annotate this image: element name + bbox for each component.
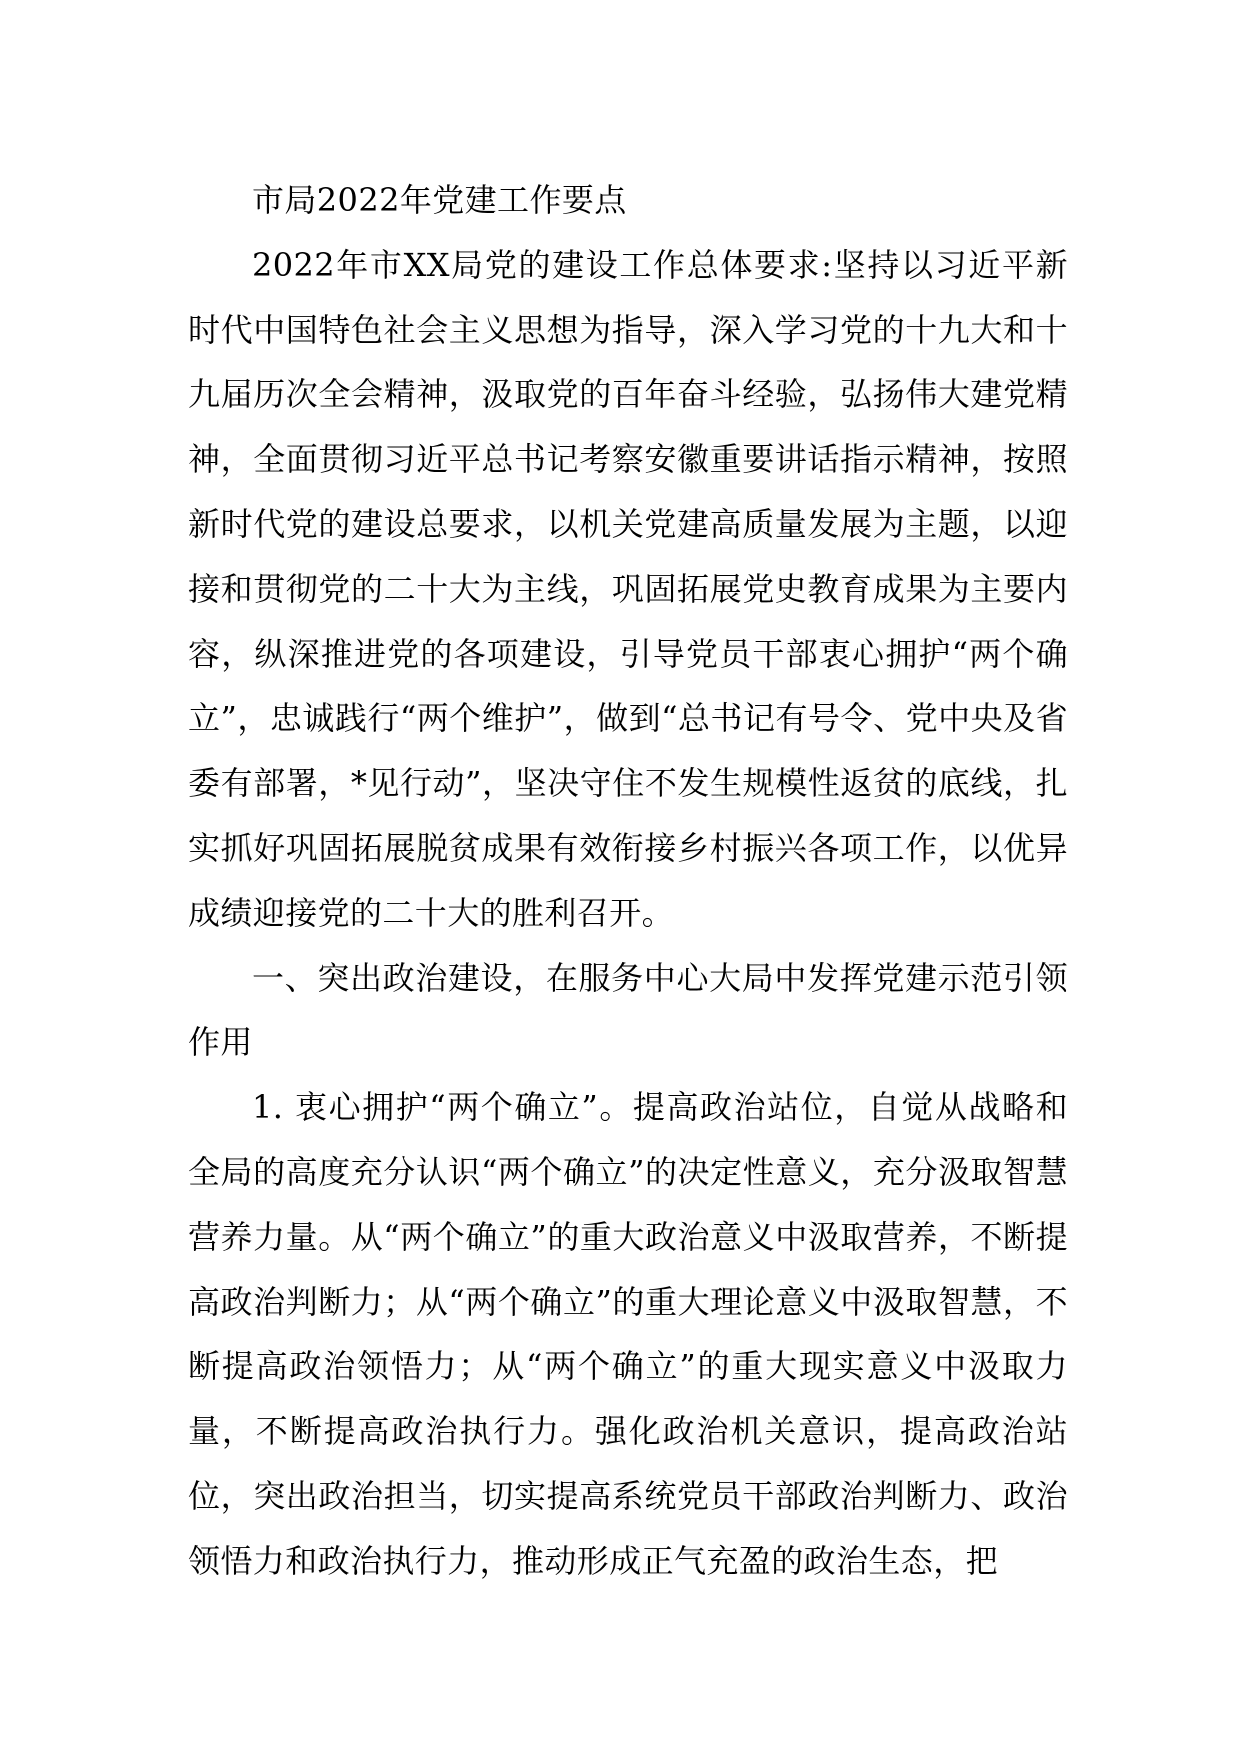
section-heading-political-building: 一、突出政治建设，在服务中心大局中发挥党建示范引领作用 (188, 958, 1068, 1062)
paragraph-general-requirements: 2022年市XX局党的建设工作总体要求:坚持以习近平新时代中国特色社会主义思想为指导，深入学习党的十九大和十九届历次全会精神，汲取党的百年奋斗经验，弘扬伟大建党精神，全面贯彻习近平总书记考察安徽重要讲话指示精神，按照新时代党的建设总要求，以机关党建高质量发展为主题，以迎接和贯彻党的二十大为主线，巩固拓展党史教育成果为主要内容，纵深推进党的各项建设，引导党员干部衷心拥护“两个确立”，忠诚践行“两个维护”，做到“总书记有号令、党中央及省委有部署，*见行动”，坚决守住不发生规模性返贫的底线，扎实抓好巩固拓展脱贫成果有效衔接乡村振兴各项工作，以优异成绩迎接党的二十大的胜利召开。 (188, 245, 1068, 932)
paragraph-item-1: 1. 衷心拥护“两个确立”。提高政治站位，自觉从战略和全局的高度充分认识“两个确立”的决定性意义，充分汲取智慧营养力量。从“两个确立”的重大政治意义中汲取营养，不断提高政治判断力；从“两个确立”的重大理论意义中汲取智慧，不断提高政治领悟力；从“两个确立”的重大现实意义中汲取力量，不断提高政治执行力。强化政治机关意识，提高政治站位，突出政治担当，切实提高系统党员干部政治判断力、政治领悟力和政治执行力，推动形成正气充盈的政治生态，把 (188, 1088, 1068, 1580)
document-title: 市局2022年党建工作要点 (252, 181, 627, 219)
document-body (188, 168, 1068, 1594)
